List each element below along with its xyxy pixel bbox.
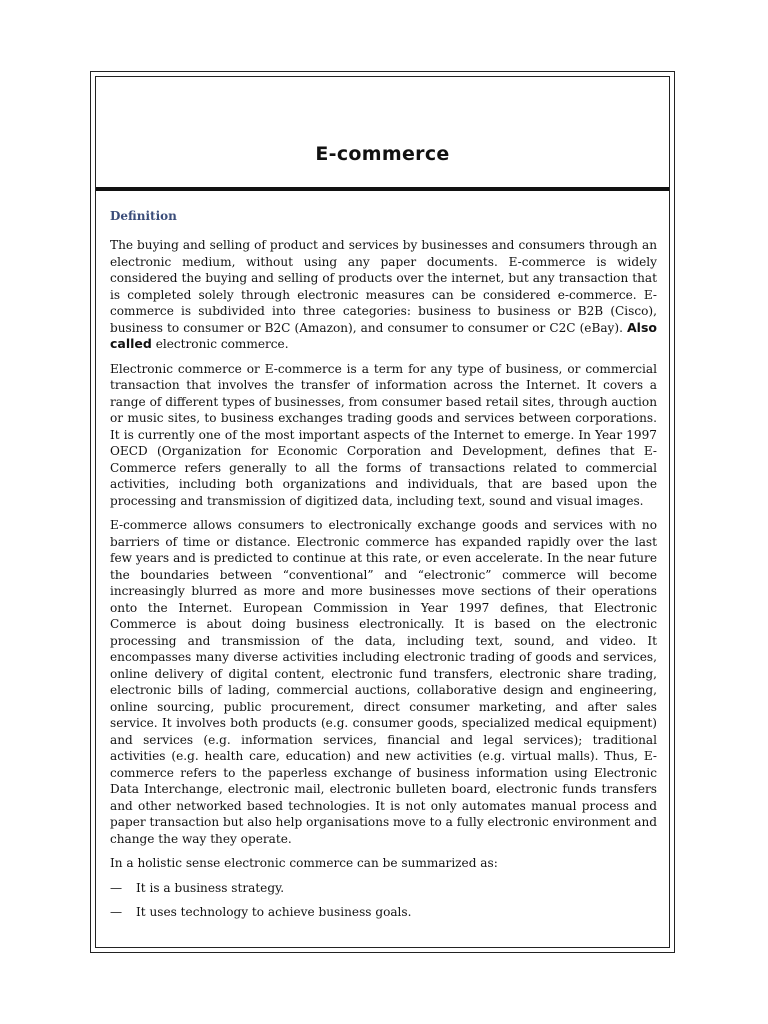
paragraph-4: In a holistic sense electronic commerce can be summarized as:	[110, 856, 498, 870]
list-item	[110, 904, 657, 921]
paragraph-3: E-commerce allows consumers to electronically exchange goods and services with no barriers of time or distance. Electronic commerce has expanded rapidly over the last few years and is predicted to continue at this rate, or even accelerate. In the near future the boundaries between “conventional” and “electronic” commerce will become increasingly blurred as more and more businesses move sections of their operations onto the Internet. European Commission in Year 1997 defines, that Electronic Commerce is about doing business electronically. It is based on the electronic processing and transmission of the data, including text, sound, and video. It encompasses many diverse activities including electronic trading of goods and services, online delivery of digital content, electronic fund transfers, electronic share trading, electronic bills of lading, commercial auctions, collaborative design and engineering, online sourcing, public procurement, direct consumer marketing, and after sales service. It involves both products (e.g. consumer goods, specialized medical equipment) and services (e.g. information services, financial and legal services); traditional activities (e.g. health care, education) and new activities (e.g. virtual malls). Thus, E-commerce refers to the paperless exchange of business information using Electronic Data Interchange, electronic mail, electronic bulleten board, electronic funds transfers and other networked based technologies. It is not only automates manual process and paper transaction but also help organisations move to a fully electronic environment and change the way they operate.	[110, 518, 657, 846]
document-inner-frame	[95, 76, 670, 948]
also-called-label: Also called	[110, 319, 657, 351]
paragraph-2: Electronic commerce or E-commerce is a term for any type of business, or commercial transaction that involves the transfer of information across the Internet. It covers a range of different types of businesses, from consumer based retail sites, through auction or music sites, to business exchanges trading goods and services between corporations. It is currently one of the most important aspects of the Internet to emerge. In Year 1997 OECD (Organization for Economic Corporation and Development, defines that E-Commerce refers generally to all the forms of transactions related to commercial activities, including both organizations and individuals, that are based upon the processing and transmission of digitized data, including text, sound and visual images.	[110, 361, 657, 508]
list-item	[110, 880, 657, 897]
document-body	[110, 209, 657, 921]
list-item-text: It uses technology to achieve business goals.	[136, 905, 412, 919]
title-divider	[96, 187, 669, 191]
list-item-text: It is a business strategy.	[136, 880, 285, 895]
paragraph-1	[110, 237, 657, 353]
document-frame	[90, 71, 675, 953]
bullet-dash: —	[110, 880, 123, 895]
page-title: E-commerce	[315, 143, 450, 165]
section-heading: Definition	[110, 209, 177, 223]
also-called-text: electronic commerce.	[151, 337, 289, 351]
paragraph-1-text: The buying and selling of product and services by businesses and consumers through an electronic medium, without using any paper documents. E-commerce is widely considered the buying and selling of products over the internet, but any transaction that is completed solely through electronic measures can be considered e-commerce. E-commerce is subdivided into three categories: business to business or B2B (Cisco), business to consumer or B2C (Amazon), and consumer to consumer or C2C (eBay).	[110, 238, 657, 335]
bullet-dash: —	[110, 905, 123, 919]
